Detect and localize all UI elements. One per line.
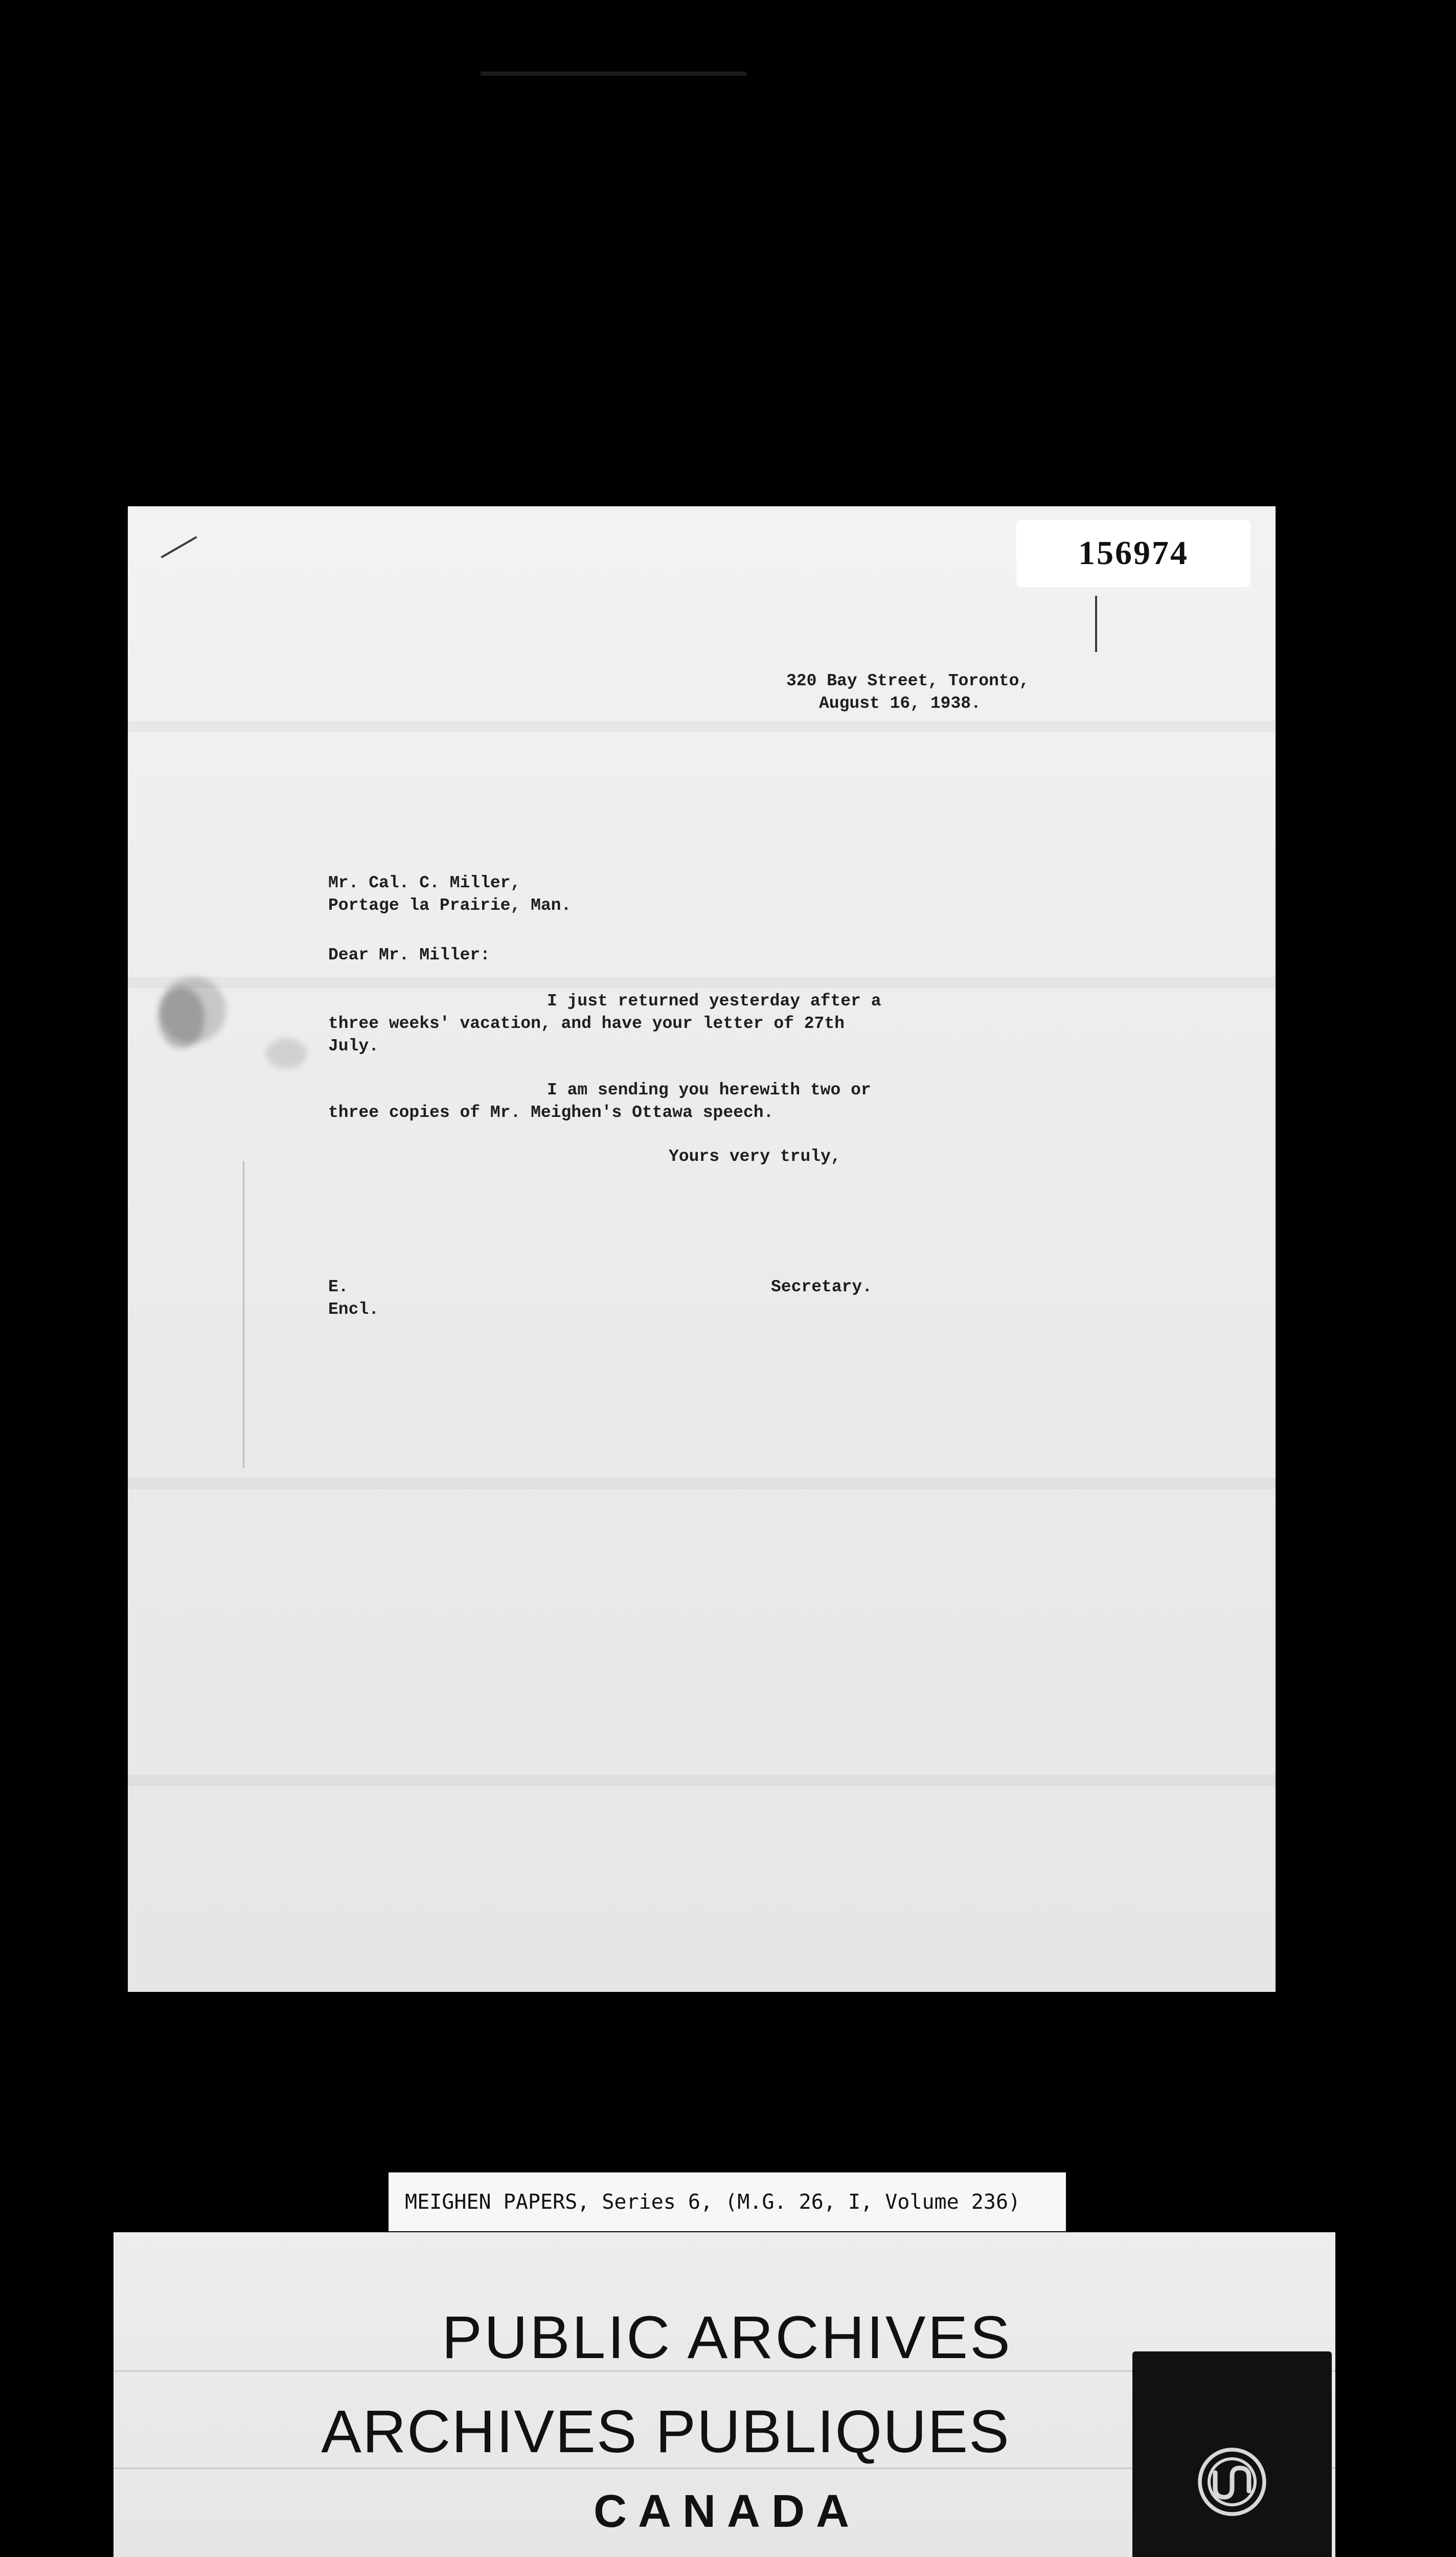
- recipient-location: Portage la Prairie, Man.: [328, 896, 572, 915]
- archives-country: CANADA: [594, 2486, 860, 2537]
- archives-title-en: PUBLIC ARCHIVES: [442, 2304, 1012, 2371]
- paper-shading: [128, 1478, 1276, 1489]
- enclosure-note: Encl.: [328, 1300, 379, 1319]
- body-line: I am sending you herewith two or: [547, 1081, 871, 1100]
- typist-initials: E.: [328, 1277, 349, 1296]
- paper-smudge: [160, 977, 226, 1043]
- paper-mark: [243, 1161, 244, 1468]
- archives-emblem-icon: [1194, 2443, 1270, 2520]
- closing: Yours very truly,: [669, 1147, 841, 1166]
- series-label: MEIGHEN PAPERS, Series 6, (M.G. 26, I, Volume 236): [389, 2172, 1066, 2231]
- body-line: July.: [328, 1037, 379, 1056]
- sender-address: 320 Bay Street, Toronto,: [786, 671, 1030, 690]
- paper-shading: [128, 721, 1276, 732]
- paper-mark: [161, 536, 197, 558]
- body-line: three weeks' vacation, and have your letter of 27th: [328, 1014, 845, 1033]
- paper-smudge: [266, 1038, 307, 1069]
- letter-page: [128, 506, 1276, 1992]
- archives-emblem-block: [1132, 2351, 1332, 2557]
- archives-title-fr: ARCHIVES PUBLIQUES: [321, 2398, 1010, 2465]
- signature-title: Secretary.: [771, 1277, 873, 1296]
- salutation: Dear Mr. Miller:: [328, 946, 490, 965]
- paper-shading: [128, 1775, 1276, 1786]
- body-line: three copies of Mr. Meighen's Ottawa speech.: [328, 1103, 774, 1122]
- film-edge-strip: [481, 72, 746, 76]
- paper-mark: [1095, 596, 1097, 652]
- document-number: 156974: [1016, 520, 1250, 587]
- recipient-name: Mr. Cal. C. Miller,: [328, 873, 521, 892]
- body-line: I just returned yesterday after a: [547, 992, 881, 1011]
- letter-date: August 16, 1938.: [819, 694, 981, 713]
- paper-shading: [128, 977, 1276, 988]
